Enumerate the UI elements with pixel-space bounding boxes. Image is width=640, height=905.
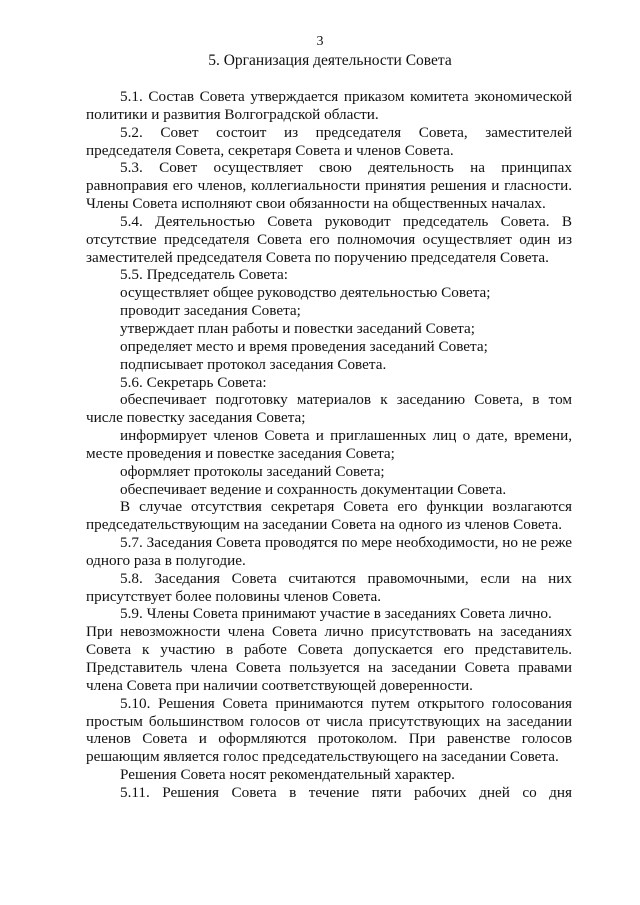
paragraph: 5.10. Решения Совета принимаются путем открытого голосования простым большинством голосов от числа присутствующих на заседании членов Совета и оформляются протоколом. При равенстве голосов решающим является голос председательствующего на заседании Совета.: [86, 694, 572, 766]
paragraph: утверждает план работы и повестки заседаний Совета;: [120, 319, 475, 337]
paragraph: определяет место и время проведения заседаний Совета;: [120, 337, 488, 355]
document-body: [86, 88, 572, 802]
paragraph: 5.8. Заседания Совета считаются правомочными, если на них присутствует более половины членов Совета.: [86, 569, 572, 605]
paragraph: 5.3. Совет осуществляет свою деятельность на принципах равноправия его членов, коллегиальности принятия решения и гласности. Члены Совета исполняют свои обязанности на общественных началах.: [86, 159, 572, 213]
paragraph: обеспечивает ведение и сохранность документации Совета.: [120, 480, 507, 498]
paragraph: оформляет протоколы заседаний Совета;: [120, 462, 385, 480]
paragraph: информирует членов Совета и приглашенных лиц о дате, времени, месте проведения и повестке заседания Совета;: [86, 427, 572, 462]
paragraph: подписывает протокол заседания Совета.: [120, 355, 387, 373]
paragraph: 5.2. Совет состоит из председателя Совета, заместителей председателя Совета, секретаря Совета и членов Совета.: [86, 123, 572, 159]
paragraph: 5.9. Члены Совета принимают участие в заседаниях Совета лично.: [120, 605, 552, 623]
paragraph: 5.6. Секретарь Совета:: [120, 373, 267, 391]
paragraph: 5.5. Председатель Совета:: [120, 266, 288, 284]
paragraph: осуществляет общее руководство деятельностью Совета;: [120, 284, 491, 302]
paragraph: проводит заседания Совета;: [120, 302, 301, 320]
paragraph: 5.11. Решения Совета в течение пяти рабочих дней со дня: [120, 783, 572, 801]
paragraph: 5.7. Заседания Совета проводятся по мере необходимости, но не реже одного раза в полугодие.: [86, 534, 572, 569]
paragraph: В случае отсутствия секретаря Совета его функции возлагаются председательствующим на заседании Совета на одного из членов Совета.: [86, 498, 572, 534]
paragraph: 5.4. Деятельностью Совета руководит председатель Совета. В отсутствие председателя Совета его полномочия осуществляет один из заместителей председателя Совета по поручению председателя Совета.: [86, 212, 572, 266]
page-number: 3: [316, 34, 324, 49]
paragraph: Решения Совета носят рекомендательный характер.: [120, 766, 455, 784]
paragraph: 5.1. Состав Совета утверждается приказом комитета экономической политики и развития Волгоградской области.: [86, 88, 572, 123]
paragraph: При невозможности члена Совета лично присутствовать на заседаниях Совета к участию в работе Совета допускается его представитель. Представитель члена Совета пользуется на заседании Совета правами члена Совета при наличии соответствующей доверенности.: [86, 623, 572, 694]
section-title: 5. Организация деятельности Совета: [208, 52, 452, 69]
paragraph: обеспечивает подготовку материалов к заседанию Совета, в том числе повестку заседания Совета;: [86, 391, 572, 427]
